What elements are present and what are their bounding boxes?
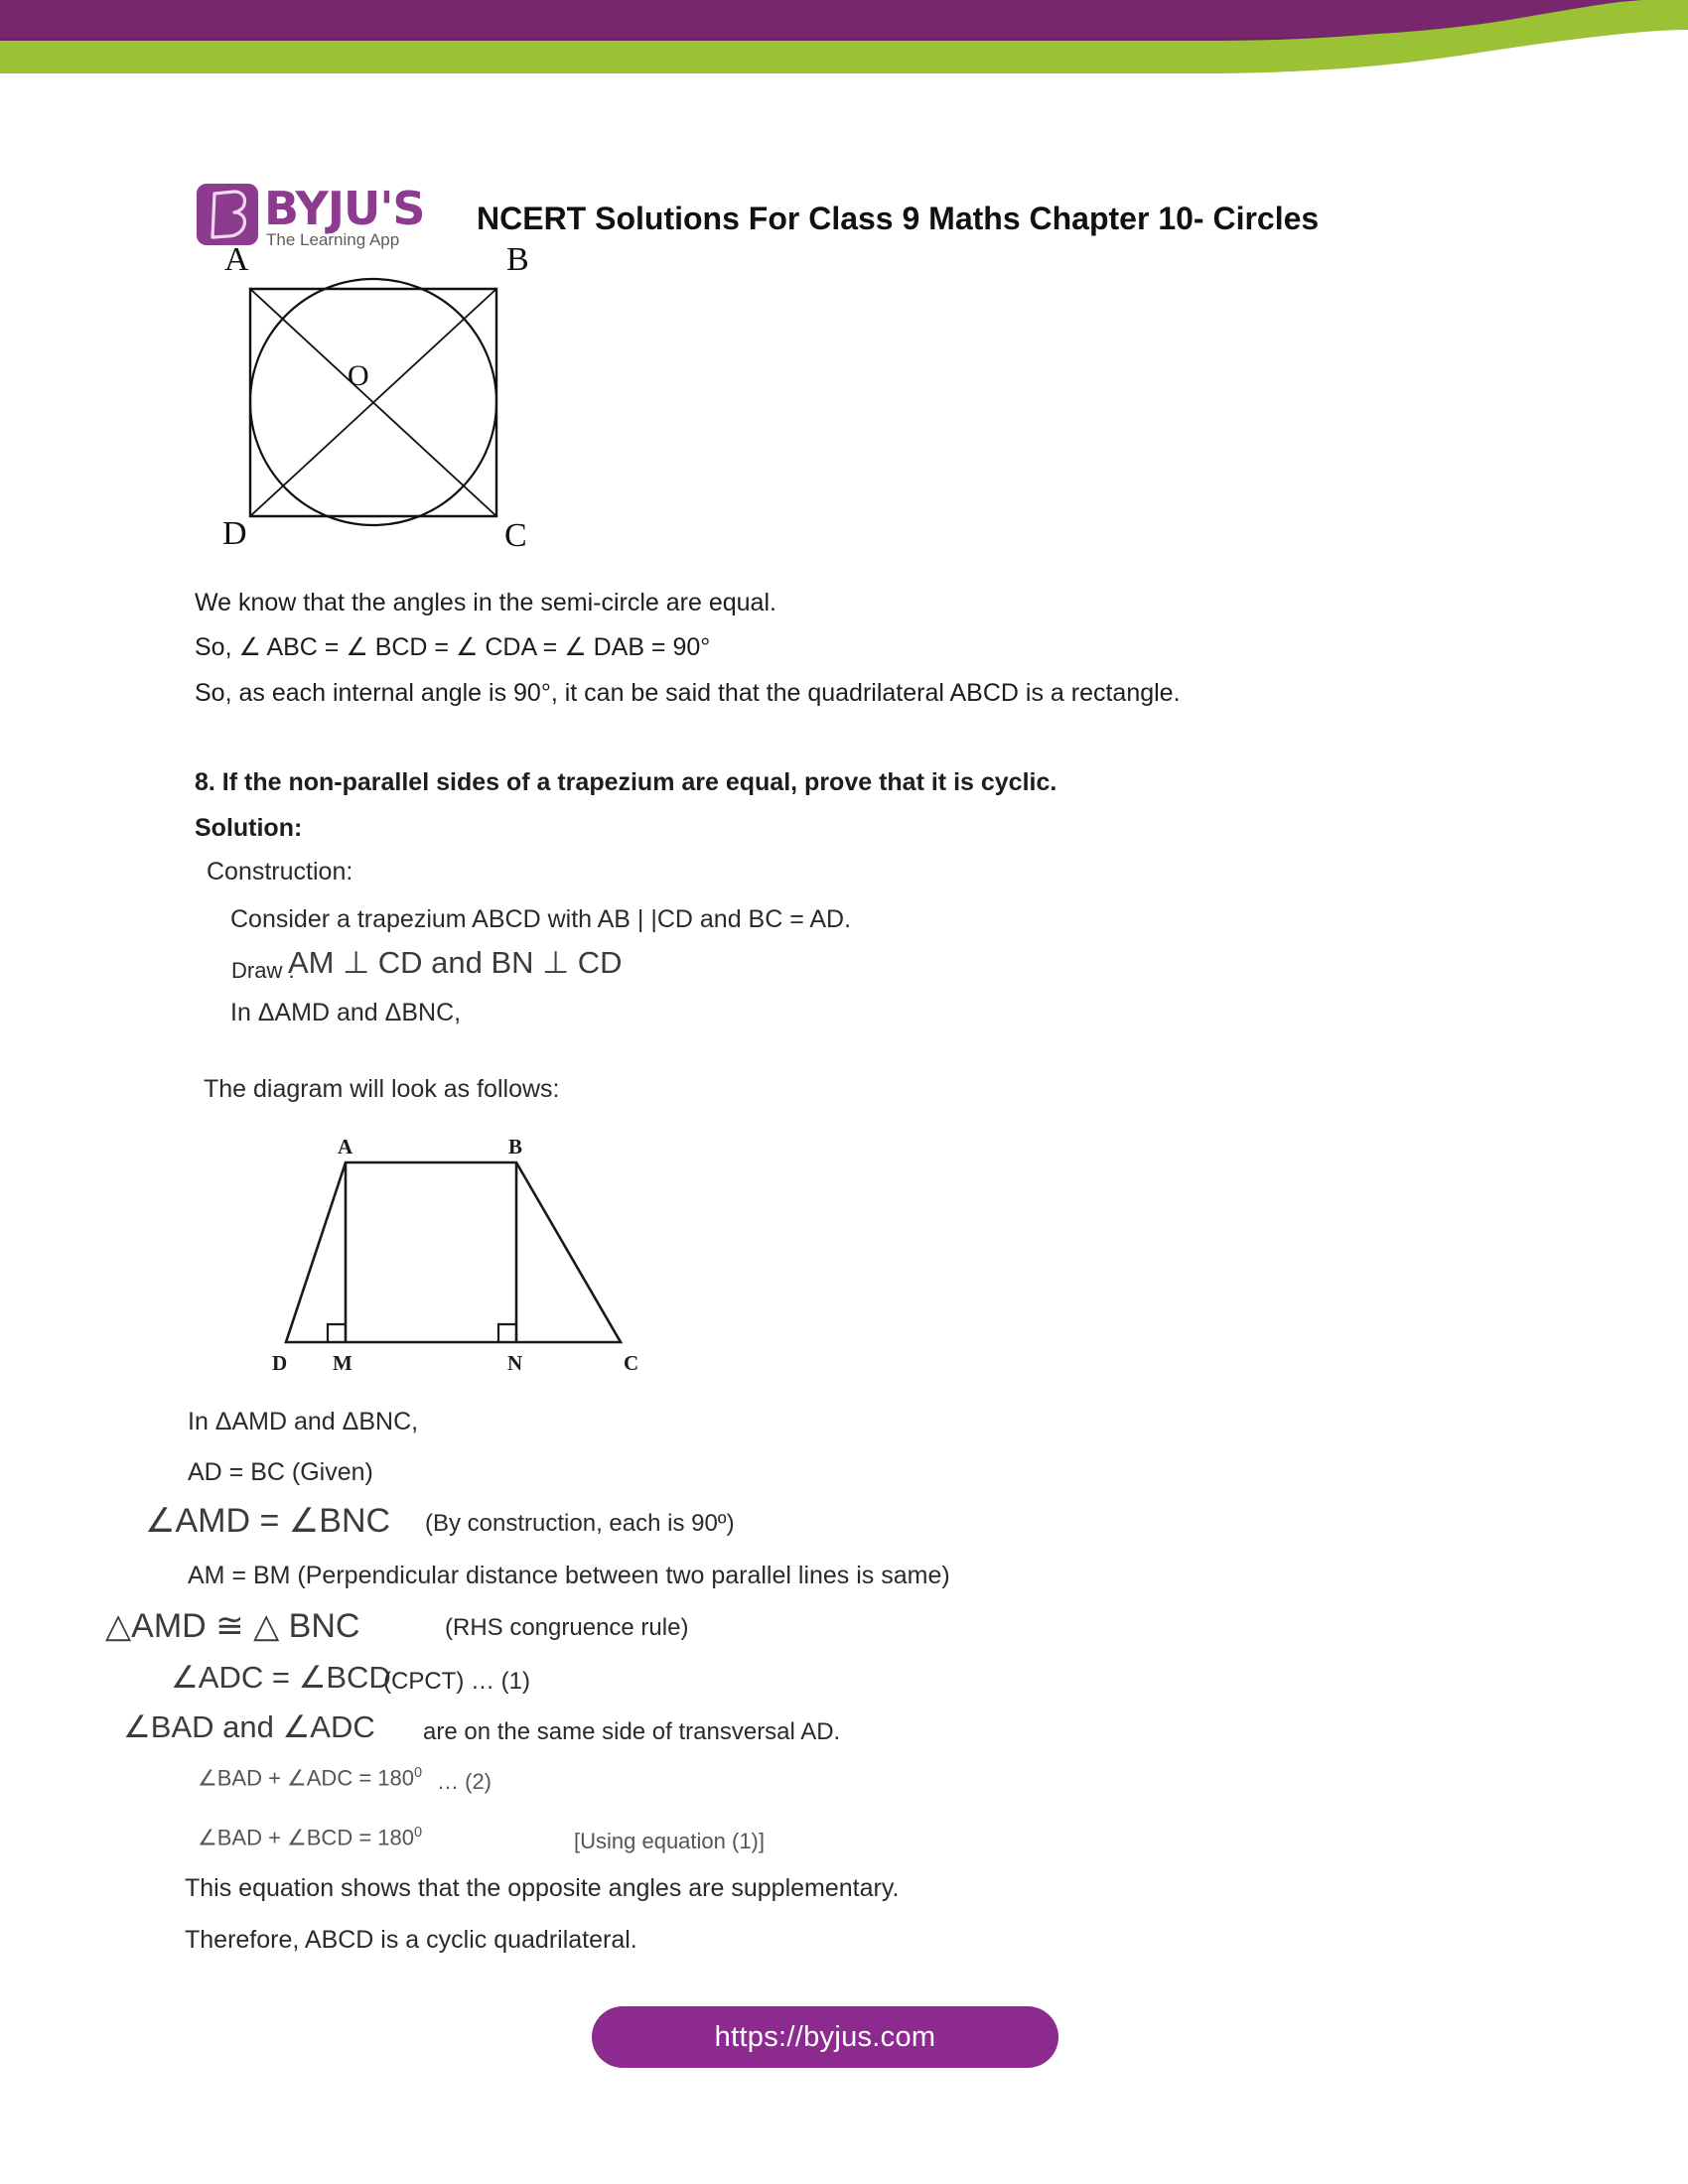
page-header	[0, 94, 1688, 249]
transversal-note: are on the same side of transversal AD.	[423, 1718, 841, 1745]
text-semicircle-angles: We know that the angles in the semi-circle are equal.	[195, 589, 776, 616]
transversal-angles: ∠BAD and ∠ADC	[123, 1709, 375, 1744]
angle-amd-equals-bnc: ∠AMD = ∠BNC	[145, 1502, 391, 1540]
logo-tagline: The Learning App	[266, 230, 400, 249]
circle-label-D: D	[222, 515, 247, 552]
cpct-note: (CPCT) … (1)	[383, 1668, 530, 1695]
equation-3-text: ∠BAD + ∠BCD = 180	[198, 1825, 414, 1850]
congruence-rule-note: (RHS congruence rule)	[445, 1614, 689, 1641]
trapezium-label-D: D	[272, 1351, 288, 1375]
logo-wordmark: BYJU'S	[264, 182, 425, 235]
trapezium-label-A: A	[338, 1135, 353, 1159]
equation-3	[198, 1825, 422, 1850]
diagram-intro: The diagram will look as follows:	[204, 1075, 560, 1103]
trapezium-label-M: M	[333, 1351, 352, 1375]
ad-equals-bc: AD = BC (Given)	[188, 1458, 373, 1486]
trapezium-label-C: C	[624, 1351, 639, 1375]
trapezium-label-B: B	[508, 1135, 523, 1159]
in-triangles-second: In ΔAMD and ΔBNC,	[188, 1408, 419, 1435]
figure-trapezium	[248, 1132, 665, 1380]
construction-trapezium-line: Consider a trapezium ABCD with AB | |CD and BC = AD.	[230, 905, 852, 933]
final-conclusion: Therefore, ABCD is a cyclic quadrilateral.	[185, 1926, 637, 1954]
equation-2-text: ∠BAD + ∠ADC = 180	[198, 1765, 414, 1791]
cpct-equality: ∠ADC = ∠BCD	[171, 1660, 391, 1695]
circle-label-A: A	[224, 241, 249, 278]
page-title: NCERT Solutions For Class 9 Maths Chapter 10- Circles	[477, 201, 1320, 236]
supplementary-statement: This equation shows that the opposite angles are supplementary.	[185, 1874, 900, 1902]
equation-3-ref: [Using equation (1)]	[574, 1829, 765, 1853]
top-banner	[0, 0, 1688, 89]
am-equals-bm: AM = BM (Perpendicular distance between two parallel lines is same)	[188, 1562, 950, 1589]
text-equal-angles: So, ∠ ABC = ∠ BCD = ∠ CDA = ∠ DAB = 90°	[195, 633, 711, 661]
in-triangles-first: In ΔAMD and ΔBNC,	[230, 999, 462, 1026]
triangles-congruent: △AMD ≅ △ BNC	[105, 1607, 360, 1645]
equation-2	[198, 1765, 422, 1791]
equation-2-ref: … (2)	[437, 1769, 492, 1794]
draw-prefix: Draw .	[231, 958, 295, 983]
solution-label: Solution:	[195, 814, 303, 842]
figure-circle-inscribed-square	[179, 228, 576, 566]
byjus-website-button[interactable]	[592, 2006, 1058, 2068]
circle-label-C: C	[504, 517, 527, 554]
equation-2-degree: 0	[413, 1765, 423, 1781]
draw-perpendiculars: AM ⊥ CD and BN ⊥ CD	[288, 945, 623, 980]
angle-amd-bnc-note: (By construction, each is 90º)	[425, 1510, 735, 1537]
question-8-heading: 8. If the non-parallel sides of a trapezium are equal, prove that it is cyclic.	[195, 768, 1057, 796]
equation-3-degree: 0	[413, 1825, 423, 1841]
circle-label-O: O	[348, 359, 369, 392]
text-rectangle-conclusion: So, as each internal angle is 90°, it can be said that the quadrilateral ABCD is a rectangle.	[195, 679, 1181, 707]
circle-label-B: B	[506, 241, 529, 278]
byjus-website-url: https://byjus.com	[714, 2020, 936, 2053]
trapezium-label-N: N	[507, 1351, 523, 1375]
construction-label: Construction:	[207, 858, 353, 886]
